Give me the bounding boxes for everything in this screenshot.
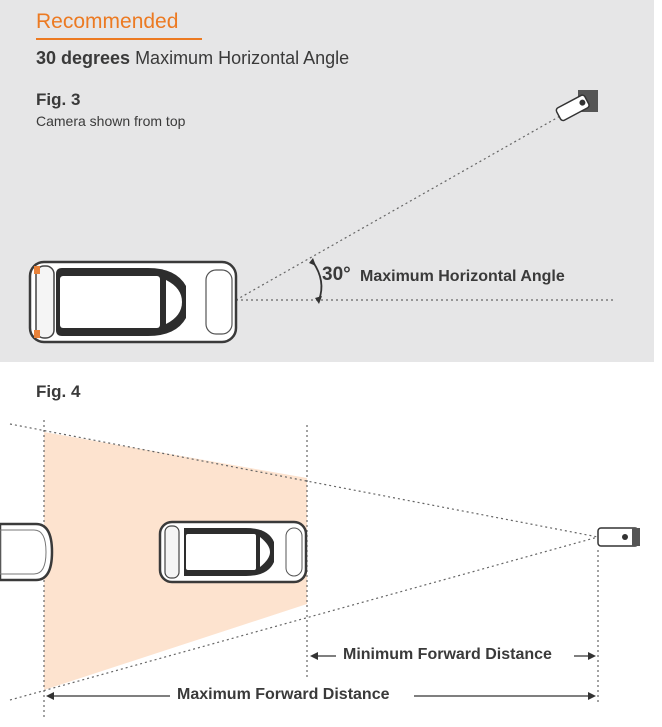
car-top-view-icon	[30, 262, 236, 342]
angle-value: 30°	[322, 264, 351, 285]
angle-label: Maximum Horizontal Angle	[360, 268, 565, 285]
subtitle-rest: Maximum Horizontal Angle	[130, 48, 350, 68]
heading-underline	[36, 38, 202, 40]
car-top-view-icon	[160, 522, 306, 582]
camera-icon	[555, 90, 598, 122]
subtitle-bold: 30 degrees	[36, 48, 131, 68]
max-distance-label: Maximum Forward Distance	[177, 686, 390, 703]
car-top-view-icon	[0, 524, 52, 580]
subtitle	[36, 48, 349, 69]
camera-icon	[598, 528, 640, 546]
angle-arc-icon	[309, 258, 322, 304]
fig4-label: Fig. 4	[36, 382, 81, 401]
min-distance-label: Minimum Forward Distance	[343, 646, 552, 663]
fig3-label: Fig. 3	[36, 90, 81, 109]
fig3-caption: Camera shown from top	[36, 113, 186, 129]
recommended-heading: Recommended	[36, 10, 179, 33]
